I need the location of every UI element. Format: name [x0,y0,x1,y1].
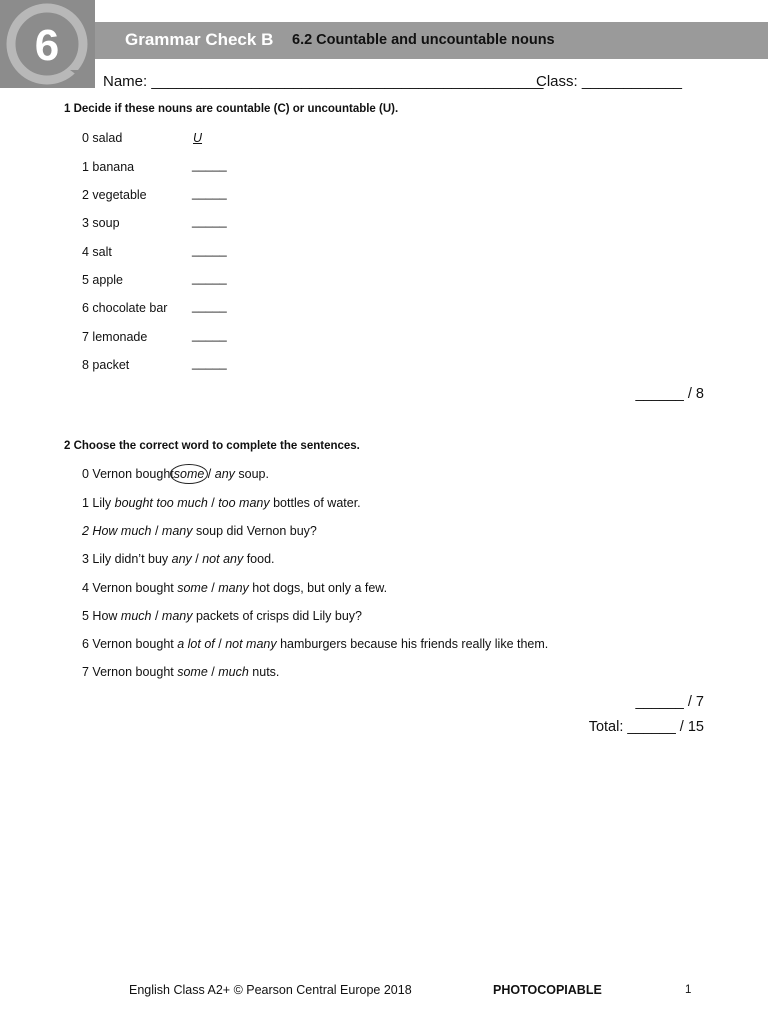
unit-number: 6 [34,21,60,70]
option-two: many [161,609,193,623]
sentence-text: 2 How much [82,524,152,538]
noun-answer: U [193,131,203,145]
noun-answer-blank: _____ [192,271,227,285]
name-field: Name: _______________________________________________ [103,73,544,90]
option-two: too many [218,496,270,510]
sentence-item [82,581,387,595]
option-one: bought too much [114,496,208,510]
sentence-text: 6 Vernon bought [82,637,178,651]
sentence-text: soup did Vernon buy? [192,524,317,538]
section2-instruction: 2 Choose the correct word to complete the sentences. [64,440,360,452]
option-two: many [161,524,193,538]
noun-answer-blank: _____ [192,243,227,257]
sentence-text: 7 Vernon bought [82,665,178,679]
option-two: much [218,665,249,679]
sentence-item [82,496,361,510]
sentence-text: 5 How [82,609,121,623]
option-one: a lot of [177,637,215,651]
noun-answer-blank: _____ [192,214,227,228]
worksheet-subtitle: 6.2 Countable and uncountable nouns [292,32,555,48]
option-two: not any [202,552,244,566]
noun-item: 3 soup [82,216,120,230]
noun-item: 6 chocolate bar [82,301,168,315]
sentence-item [82,609,362,623]
option-separator: / [207,496,219,510]
noun-item: 1 banana [82,160,135,174]
option-one: some [177,581,208,595]
option-one: some [177,665,208,679]
option-two: many [218,581,249,595]
class-field: Class: ____________ [536,73,682,90]
sentence-item [82,467,269,481]
noun-answer-blank: _____ [192,158,227,172]
option-separator: / [204,467,215,481]
option-one: any [171,552,192,566]
option-separator: / [151,524,162,538]
total-score: Total: ______ / 15 [588,719,704,735]
noun-answer-blank: _____ [192,186,227,200]
circled-answer [174,467,205,481]
footer-copyright: English Class A2+ © Pearson Central Europe 2018 [129,983,412,997]
noun-item: 2 vegetable [82,188,147,202]
unit-number-logo [0,0,95,88]
section1-score: ______ / 8 [635,386,704,402]
option-separator: / [191,552,203,566]
sentence-item [82,524,317,538]
noun-answer-blank: _____ [192,328,227,342]
section1-instruction: 1 Decide if these nouns are countable (C) or uncountable (U). [64,103,399,115]
page-number: 1 [685,984,692,996]
noun-item: 0 salad [82,131,123,145]
noun-answer-blank: _____ [192,299,227,313]
noun-answer-blank: _____ [192,356,227,370]
sentence-text: 4 Vernon bought [82,581,178,595]
option-separator: / [207,581,219,595]
sentence-text: bottles of water. [269,496,361,510]
sentence-text: 1 Lily [82,496,115,510]
sentence-text: soup. [234,467,269,481]
footer-photocopiable: PHOTOCOPIABLE [493,983,602,997]
sentence-text: nuts. [248,665,280,679]
worksheet-title: Grammar Check B [125,30,274,49]
option-separator: / [207,665,219,679]
section2-score: ______ / 7 [635,694,704,710]
unit-badge [0,0,95,88]
option-one: much [120,609,152,623]
sentence-text: hot dogs, but only a few. [248,581,388,595]
noun-item: 8 packet [82,358,130,372]
answer-circle [170,464,208,484]
sentence-text: 3 Lily didn’t buy [82,552,172,566]
sentence-text: packets of crisps did Lily buy? [192,609,363,623]
sentence-text: hamburgers because his friends really like them. [276,637,549,651]
noun-item: 4 salt [82,245,112,259]
option-one: some [173,467,205,481]
sentence-item [82,637,548,651]
sentence-item [82,665,279,679]
option-separator: / [151,609,162,623]
option-two: not many [225,637,277,651]
option-two: any [214,467,235,481]
sentence-item [82,552,275,566]
noun-item: 7 lemonade [82,330,148,344]
sentence-text: 0 Vernon bought [82,467,174,481]
noun-item: 5 apple [82,273,124,287]
option-separator: / [214,637,226,651]
sentence-text: food. [243,552,275,566]
